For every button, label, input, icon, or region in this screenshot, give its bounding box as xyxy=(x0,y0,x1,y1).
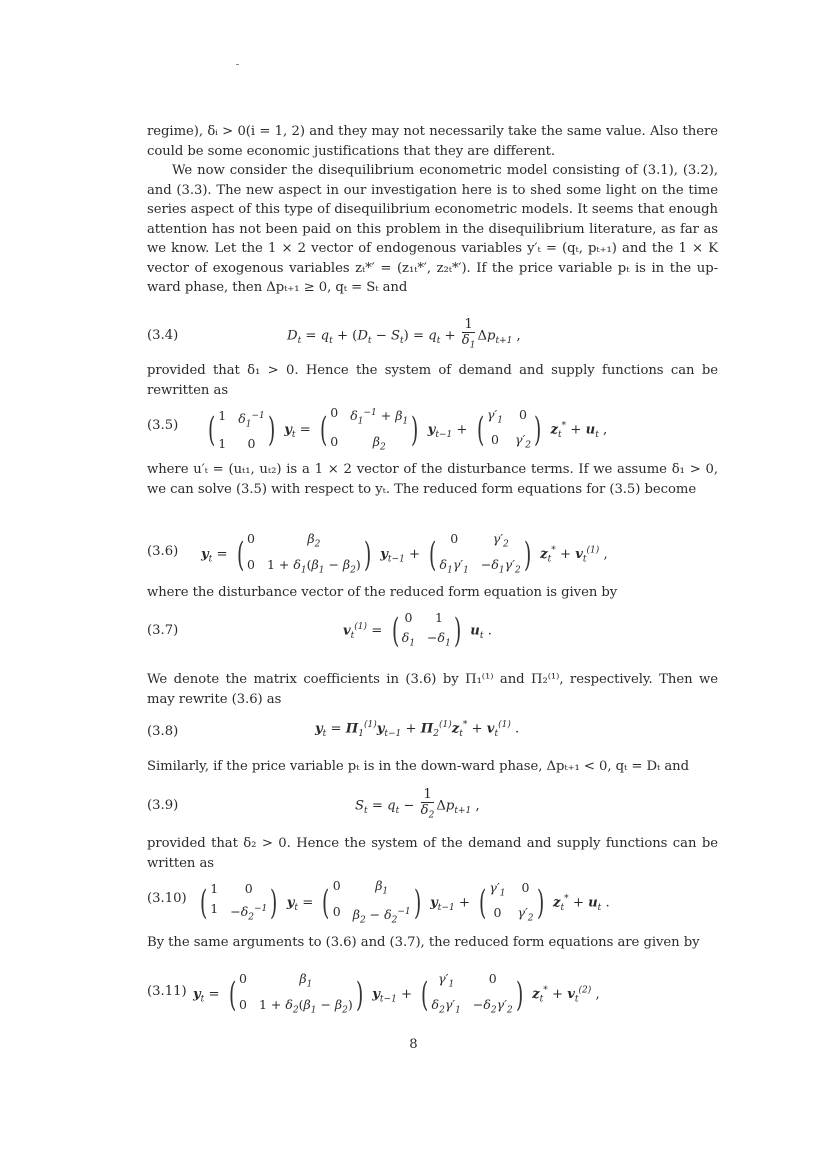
equation-3-6-body: $y_t$ = ( 0 $\beta_2$ 0 $1 + \delta_1(\beta_1 - \beta_2)$ ) $y_{t-1}$ + ( 0 $\gamma'_2$ $\delta_1\gamma'_1$ $-\delta_1\gamma'_2$ ) $z_t^* + v_t^{(1)}$ , xyxy=(201,531,608,575)
equation-3-9-body: $S_t = q_t$ − $\frac{1}{\delta_2}$ $\Delta p_{t+1}$ , xyxy=(355,787,480,821)
page-number: 8 xyxy=(409,1037,418,1052)
equation-3-7-body: $v_t^{(1)}$ = ( 0 1 $\delta_1$ $-\delta_1$ ) $u_t$ . xyxy=(343,610,492,651)
paragraph-downward-phase: Similarly, if the price variable pₜ is in the down-ward phase, Δpₜ₊₁ < 0, qₜ = Dₜ and xyxy=(147,759,690,774)
equation-label: (3.11) xyxy=(147,984,187,999)
paragraph-rewritten: provided that δ₁ > 0. Hence the system of demand and supply functions can be rewritten as xyxy=(147,363,718,398)
equation-3-11-body: $y_t$ = ( 0 $\beta_1$ 0 $1 + \delta_2(\beta_1 - \beta_2)$ ) $y_{t-1}$ + ( $\gamma'_1$ 0 $\delta_2\gamma'_1$ $-\delta_2\gamma'_2$ ) $z_t^* + v_t^{(2)}$ , xyxy=(193,971,600,1015)
paragraph-disequilibrium-model: We now consider the disequilibrium econometric model consisting of (3.1), (3.2), and (3.3). The new aspect in our investigation here is to shed some light on the time series aspect of this type of disequilibrium econometric models. It seems that enough attention has not been paid on this problem in the disequilibrium literature, as far as we know. Let the 1 × 2 vector of endogenous variables y′ₜ = (qₜ, pₜ₊₁) and the 1 × K vector of exogenous variables zₜ*′ = (z₁ₜ*′, z₂ₜ*′). If the price variable pₜ is in the up-ward phase, then Δpₜ₊₁ ≥ 0, qₜ = Sₜ and xyxy=(147,163,718,295)
equation-3-7 xyxy=(147,609,718,653)
equation-3-8-body: $y_t = \Pi_1^{(1)}y_{t-1} + \Pi_2^{(1)}z_t^* + v_t^{(1)}$ . xyxy=(315,720,520,740)
scan-speck xyxy=(236,64,239,65)
equation-label: (3.8) xyxy=(147,724,179,739)
equation-label: (3.4) xyxy=(147,328,179,343)
equation-3-11 xyxy=(147,970,718,1014)
paragraph-regime-continuation: regime), δᵢ > 0(i = 1, 2) and they may not necessarily take the same value. Also there could be some economic justifications that they are different. xyxy=(147,124,718,159)
equation-label: (3.7) xyxy=(147,623,179,638)
paragraph-same-arguments: By the same arguments to (3.6) and (3.7), the reduced form equations are given by xyxy=(147,935,700,950)
equation-3-8 xyxy=(147,720,718,746)
equation-label: (3.5) xyxy=(147,418,179,433)
equation-3-10 xyxy=(147,877,718,926)
paragraph-disturbance-vector: where the disturbance vector of the reduced form equation is given by xyxy=(147,585,618,600)
paragraph-written-as: provided that δ₂ > 0. Hence the system of the demand and supply functions can be written as xyxy=(147,836,718,871)
equation-3-5 xyxy=(147,404,718,453)
equation-label: (3.9) xyxy=(147,798,179,813)
equation-3-4-body: $D_t = q_t + (D_t - S_t) = q_t$ + $\frac{1}{\delta_1}$ $\Delta p_{t+1}$ , xyxy=(287,317,521,351)
equation-label: (3.6) xyxy=(147,544,179,559)
equation-3-10-body: ( 1 0 1 $-\delta_2^{-1}$ ) $y_t$ = ( 0 $\beta_1$ 0 $\beta_2 - \delta_2^{-1}$ ) $y_{t-1}$ + ( $\gamma'_1$ 0 0 $\gamma'_2$ ) $z_t^* + u_t$ . xyxy=(199,878,610,926)
equation-3-9 xyxy=(147,788,718,828)
equation-3-6 xyxy=(147,530,718,574)
paragraph-disturbance-terms: where u′ₜ = (uₜ₁, uₜ₂) is a 1 × 2 vector of the disturbance terms. If we assume δ₁ > 0, we can solve (3.5) with respect to yₜ. The reduced form equations for (3.5) become xyxy=(147,462,718,497)
equation-3-5-body: ( 1 $\delta_1^{-1}$ 1 0 ) $y_t$ = ( 0 $\delta_1^{-1} + \beta_1$ 0 $\beta_2$ ) $y_{t-1}$ + ( $\gamma'_1$ 0 0 $\gamma'_2$ ) $z_t^* + u_t$ , xyxy=(207,405,608,453)
equation-label: (3.10) xyxy=(147,891,187,906)
equation-3-4 xyxy=(147,318,718,358)
paragraph-matrix-coefficients: We denote the matrix coefficients in (3.6) by Π₁⁽¹⁾ and Π₂⁽¹⁾, respectively. Then we may rewrite (3.6) as xyxy=(147,672,718,707)
